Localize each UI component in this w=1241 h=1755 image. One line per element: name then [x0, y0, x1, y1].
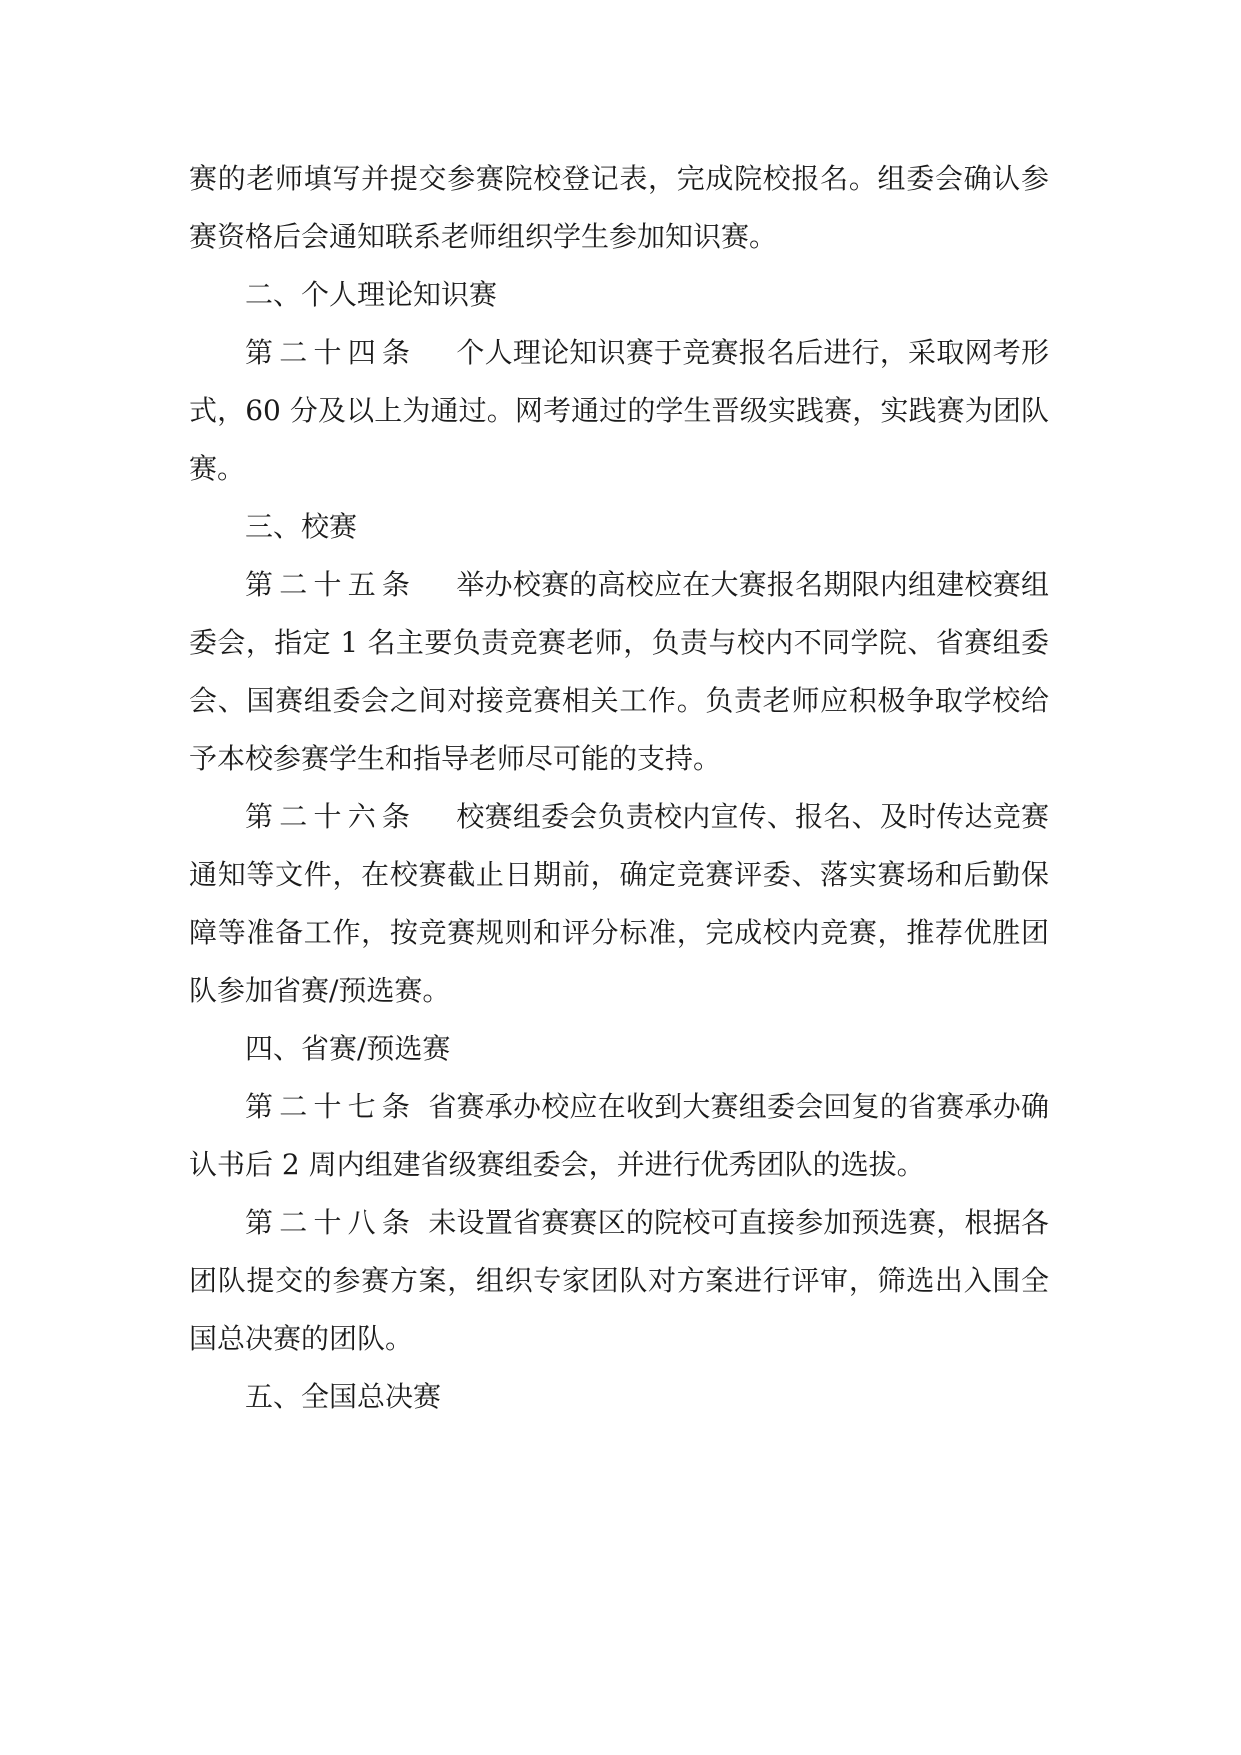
article-27-text: 省赛承办校应在收到大赛组委会回复的省赛承办确认书后 2 周内组建省级赛组委会，并进行优秀团队的选拔。 [189, 1090, 1049, 1181]
article-26-text: 校赛组委会负责校内宣传、报名、及时传达竞赛通知等文件，在校赛截止日期前，确定竞赛评委、落实赛场和后勤保障等准备工作，按竞赛规则和评分标准，完成校内竞赛，推荐优胜团队参加省赛/预选赛。 [189, 800, 1049, 1007]
article-25 [189, 556, 1049, 788]
section-heading-3: 三、校赛 [245, 510, 358, 543]
article-24-text: 个人理论知识赛于竞赛报名后进行，采取网考形式，60 分及以上为通过。网考通过的学生晋级实践赛，实践赛为团队赛。 [189, 336, 1049, 485]
article-25-text: 举办校赛的高校应在大赛报名期限内组建校赛组委会，指定 1 名主要负责竞赛老师，负责与校内不同学院、省赛组委会、国赛组委会之间对接竞赛相关工作。负责老师应积极争取学校给予本校参赛学生和指导老师尽可能的支持。 [189, 568, 1049, 775]
article-27-number: 第二十七条 [245, 1090, 417, 1123]
section-heading-5: 五、全国总决赛 [245, 1380, 442, 1413]
article-26-number: 第二十六条 [245, 800, 417, 833]
article-24-number: 第二十四条 [245, 336, 417, 369]
document-page [189, 150, 1049, 1426]
article-27 [189, 1078, 1049, 1194]
article-26 [189, 788, 1049, 1020]
paragraph-continuation: 赛的老师填写并提交参赛院校登记表，完成院校报名。组委会确认参赛资格后会通知联系老师组织学生参加知识赛。 [189, 162, 1049, 253]
article-25-number: 第二十五条 [245, 568, 417, 601]
article-28 [189, 1194, 1049, 1368]
article-28-number: 第二十八条 [245, 1206, 417, 1239]
article-24 [189, 324, 1049, 498]
section-heading-2: 二、个人理论知识赛 [245, 278, 498, 311]
section-heading-4: 四、省赛/预选赛 [245, 1032, 451, 1065]
article-28-text: 未设置省赛赛区的院校可直接参加预选赛，根据各团队提交的参赛方案，组织专家团队对方案进行评审，筛选出入围全国总决赛的团队。 [189, 1206, 1049, 1355]
